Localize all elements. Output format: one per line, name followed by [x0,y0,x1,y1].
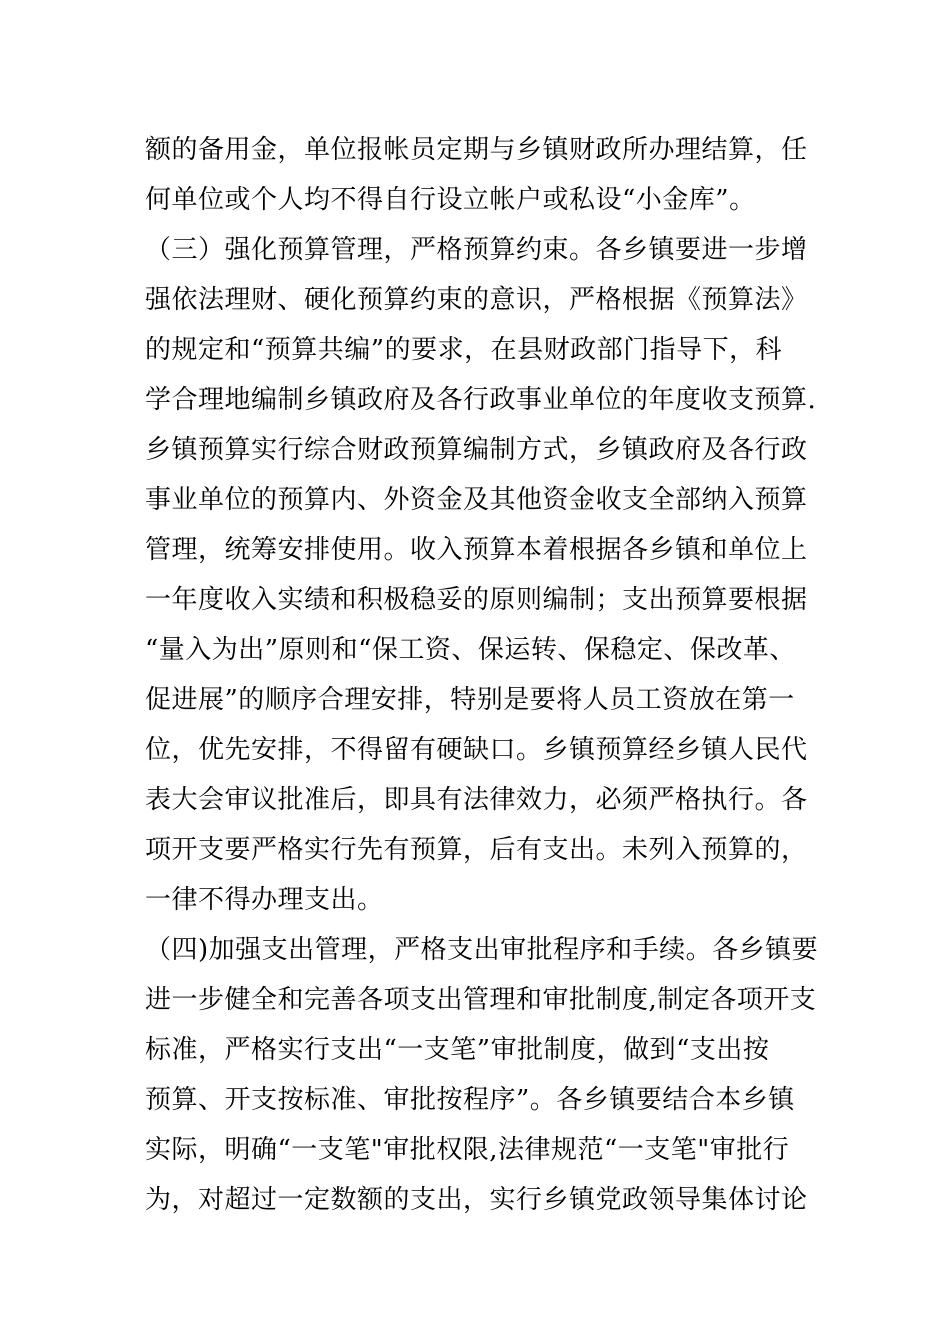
text-line: 为，对超过一定数额的支出，实行乡镇党政领导集体讨论 [145,1185,808,1215]
text-line: 的规定和“预算共编”的要求，在县财政部门指导下，科 [145,335,783,365]
text-line: 预算、开支按标准、审批按程序”。各乡镇要结合本乡镇 [145,1085,795,1115]
text-line: 项开支要严格实行先有预算，后有支出。未列入预算的， [145,835,808,865]
text-line: 一年度收入实绩和积极稳妥的原则编制；支出预算要根据 [145,585,808,615]
text-line: 实际，明确“一支笔"审批权限,法律规范“一支笔"审批行 [145,1135,790,1165]
text-line: （四)加强支出管理，严格支出审批程序和手续。各乡镇要 [145,935,819,965]
text-line: 促进展”的顺序合理安排，特别是要将人员工资放在第一 [145,685,795,715]
text-line: 表大会审议批准后，即具有法律效力，必须严格执行。各 [145,785,808,815]
text-line: 一律不得办理支出。 [145,885,384,915]
text-line: 标准，严格实行支出“一支笔”审批制度，做到“支出按 [145,1035,770,1065]
text-line: 学合理地编制乡镇政府及各行政事业单位的年度收支预算. [145,385,817,415]
text-line: 进一步健全和完善各项支出管理和审批制度,制定各项开支 [145,985,817,1015]
text-line: 强依法理财、硬化预算约束的意识，严格根据《预算法》 [145,285,808,315]
text-line: 管理，统筹安排使用。收入预算本着根据各乡镇和单位上 [145,535,808,565]
text-line: 事业单位的预算内、外资金及其他资金收支全部纳入预算 [145,485,808,515]
text-line: 位，优先安排，不得留有硬缺口。乡镇预算经乡镇人民代 [145,735,808,765]
text-line: 额的备用金，单位报帐员定期与乡镇财政所办理结算，任 [145,135,808,165]
text-line: （三）强化预算管理，严格预算约束。各乡镇要进一步增 [145,235,808,265]
text-line: 何单位或个人均不得自行设立帐户或私设“小金库”。 [145,185,756,215]
text-line: “量入为出”原则和“保工资、保运转、保稳定、保改革、 [145,635,796,665]
text-line: 乡镇预算实行综合财政预算编制方式，乡镇政府及各行政 [145,435,808,465]
